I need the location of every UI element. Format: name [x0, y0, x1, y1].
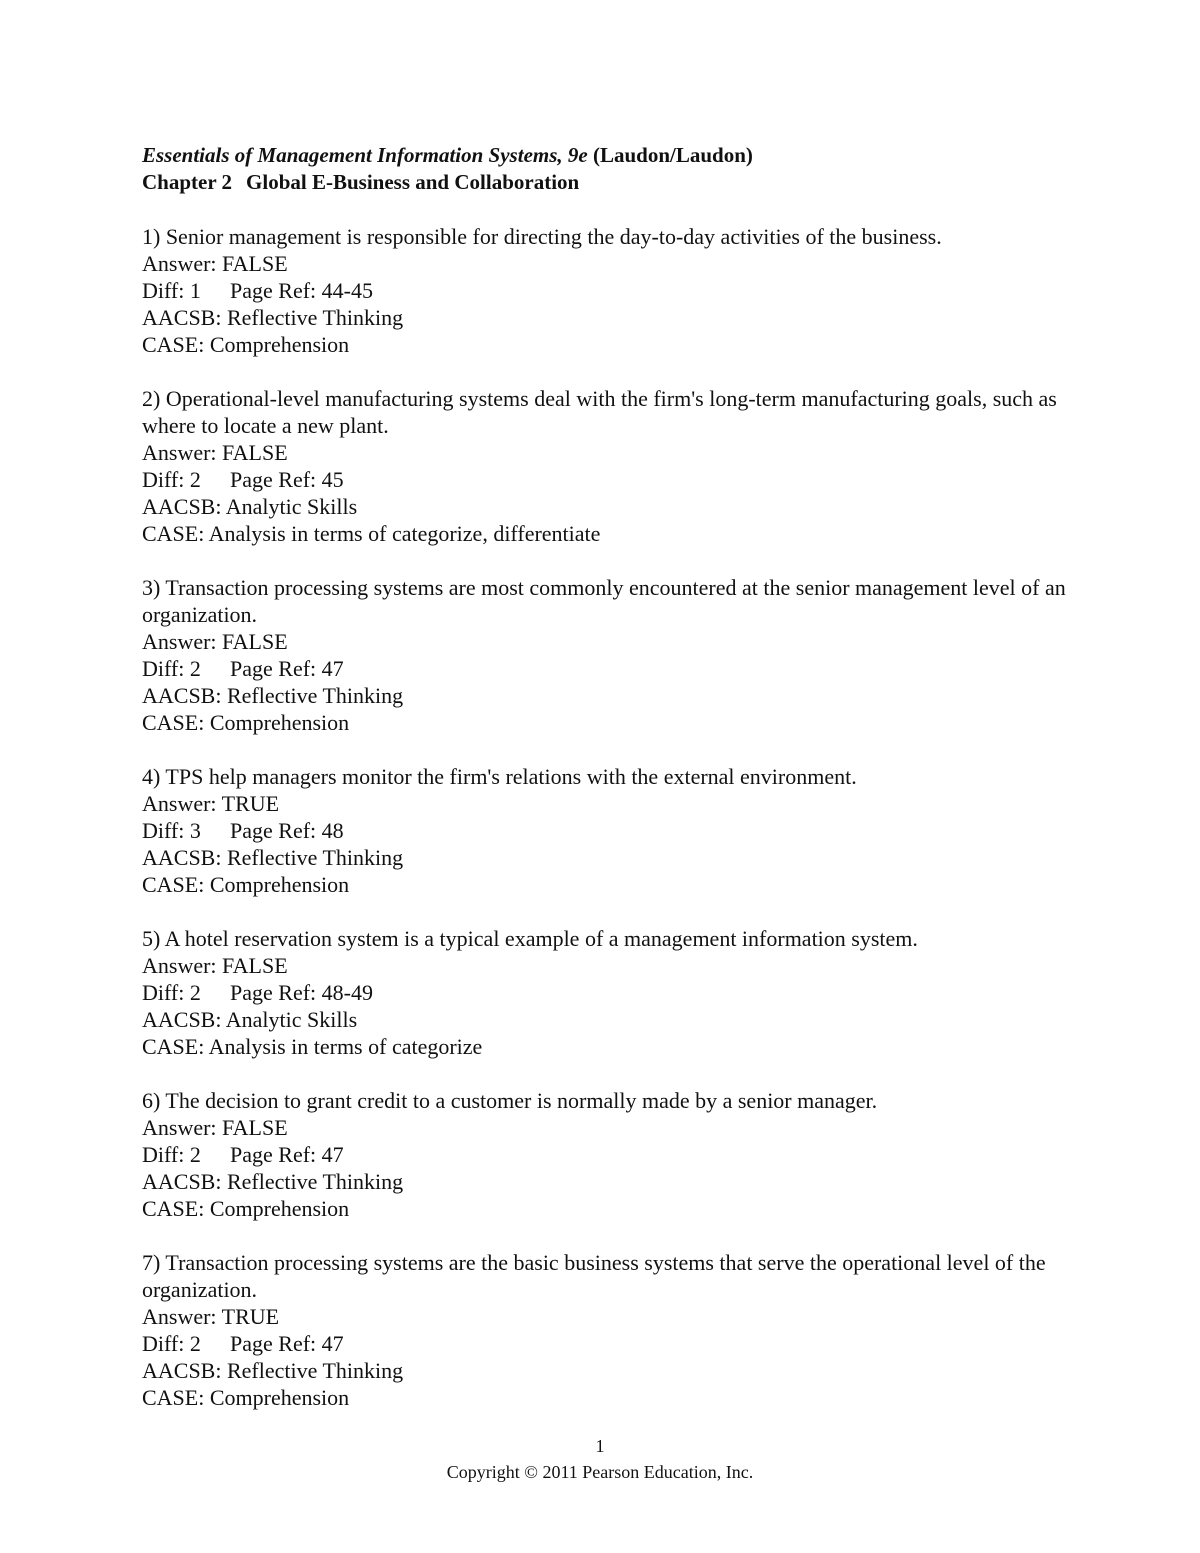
question-4 [142, 763, 1072, 898]
question-page-ref: Page Ref: 48-49 [230, 980, 373, 1005]
question-case: CASE: Comprehension [142, 872, 350, 897]
book-title-line [142, 142, 1072, 169]
question-diff: Diff: 2 [142, 980, 201, 1005]
question-3 [142, 574, 1072, 736]
question-answer: Answer: FALSE [142, 1115, 288, 1140]
question-text: 5) A hotel reservation system is a typical example of a management information system. [142, 926, 918, 951]
question-diff: Diff: 2 [142, 467, 201, 492]
question-text: 2) Operational-level manufacturing systems deal with the firm's long-term manufacturing goals, such as where to locate a new plant. [142, 386, 1057, 438]
question-text: 7) Transaction processing systems are the basic business systems that serve the operational level of the organization. [142, 1250, 1046, 1302]
question-diff-line [142, 1330, 1072, 1357]
question-case: CASE: Comprehension [142, 1385, 350, 1410]
chapter-title: Global E-Business and Collaboration [246, 170, 580, 194]
question-page-ref: Page Ref: 45 [230, 467, 344, 492]
question-diff-line [142, 817, 1072, 844]
question-diff: Diff: 2 [142, 656, 201, 681]
question-aacsb: AACSB: Reflective Thinking [142, 1358, 404, 1383]
question-2 [142, 385, 1072, 547]
question-page-ref: Page Ref: 48 [230, 818, 344, 843]
question-diff: Diff: 1 [142, 278, 201, 303]
question-text: 3) Transaction processing systems are most commonly encountered at the senior management level of an organization. [142, 575, 1066, 627]
question-case: CASE: Comprehension [142, 332, 350, 357]
question-6 [142, 1087, 1072, 1222]
question-aacsb: AACSB: Reflective Thinking [142, 683, 404, 708]
question-text: 1) Senior management is responsible for directing the day-to-day activities of the business. [142, 224, 942, 249]
question-diff-line [142, 277, 1072, 304]
question-aacsb: AACSB: Analytic Skills [142, 1007, 358, 1032]
page-number: 1 [595, 1436, 605, 1456]
question-answer: Answer: FALSE [142, 953, 288, 978]
page-content [142, 142, 1072, 1411]
question-case: CASE: Comprehension [142, 710, 350, 735]
question-text: 6) The decision to grant credit to a customer is normally made by a senior manager. [142, 1088, 878, 1113]
question-answer: Answer: TRUE [142, 791, 280, 816]
book-authors: (Laudon/Laudon) [592, 143, 753, 167]
question-aacsb: AACSB: Reflective Thinking [142, 845, 404, 870]
question-page-ref: Page Ref: 47 [230, 1142, 344, 1167]
question-diff-line [142, 1141, 1072, 1168]
document-header [142, 142, 1072, 196]
question-1 [142, 223, 1072, 358]
question-5 [142, 925, 1072, 1060]
question-diff: Diff: 2 [142, 1142, 201, 1167]
chapter-number: Chapter 2 [142, 170, 233, 194]
question-answer: Answer: TRUE [142, 1304, 280, 1329]
question-answer: Answer: FALSE [142, 629, 288, 654]
question-aacsb: AACSB: Analytic Skills [142, 494, 358, 519]
copyright-notice: Copyright © 2011 Pearson Education, Inc. [446, 1462, 754, 1482]
question-page-ref: Page Ref: 47 [230, 656, 344, 681]
question-diff: Diff: 2 [142, 1331, 201, 1356]
question-diff-line [142, 466, 1072, 493]
question-aacsb: AACSB: Reflective Thinking [142, 1169, 404, 1194]
question-diff-line [142, 979, 1072, 1006]
question-text: 4) TPS help managers monitor the firm's relations with the external environment. [142, 764, 857, 789]
book-title: Essentials of Management Information Systems, 9e [142, 143, 588, 167]
question-case: CASE: Comprehension [142, 1196, 350, 1221]
question-page-ref: Page Ref: 47 [230, 1331, 344, 1356]
question-page-ref: Page Ref: 44-45 [230, 278, 373, 303]
question-aacsb: AACSB: Reflective Thinking [142, 305, 404, 330]
question-case: CASE: Analysis in terms of categorize [142, 1034, 483, 1059]
question-answer: Answer: FALSE [142, 440, 288, 465]
question-diff: Diff: 3 [142, 818, 201, 843]
question-answer: Answer: FALSE [142, 251, 288, 276]
question-diff-line [142, 655, 1072, 682]
chapter-heading [142, 169, 1072, 196]
question-7 [142, 1249, 1072, 1411]
question-case: CASE: Analysis in terms of categorize, differentiate [142, 521, 601, 546]
